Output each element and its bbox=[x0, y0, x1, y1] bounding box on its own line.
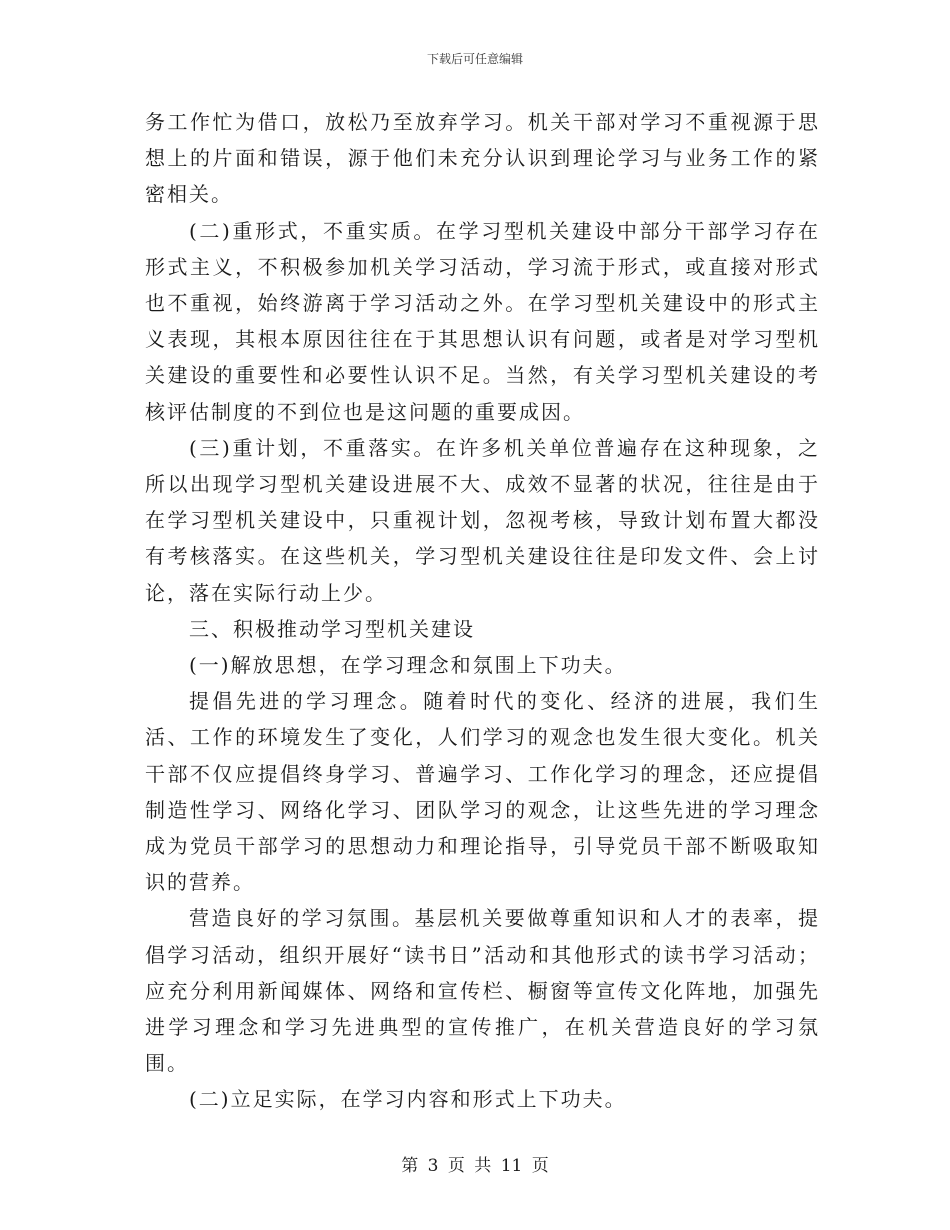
paragraph-4: 提倡先进的学习理念。随着时代的变化、经济的进展，我们生活、工作的环境发生了变化，人们学习的观念也发生很大变化。机关干部不仅应提倡终身学习、普遍学习、工作化学习的理念，还应提倡制造性学习、网络化学习、团队学习的观念，让这些先进的学习理念成为党员干部学习的思想动力和理论指导，引导党员干部不断吸取知识的营养。 bbox=[145, 689, 820, 895]
page-header: 下载后可任意编辑 bbox=[426, 52, 523, 66]
subsection-heading-1: (一)解放思想，在学习理念和氛围上下功夫。 bbox=[189, 653, 627, 678]
document-body bbox=[145, 104, 820, 1118]
paragraph-2: (二)重形式，不重实质。在学习型机关建设中部分干部学习存在形式主义，不积极参加机关学习活动，学习流于形式，或直接对形式也不重视，始终游离于学习活动之外。在学习型机关建设中的形式主义表现，其根本原因往往在于其思想认识有问题，或者是对学习型机关建设的重要性和必要性认识不足。当然，有关学习型机关建设的考核评估制度的不到位也是这问题的重要成因。 bbox=[145, 218, 820, 424]
paragraph-1: 务工作忙为借口，放松乃至放弃学习。机关干部对学习不重视源于思想上的片面和错误，源于他们未充分认识到理论学习与业务工作的紧密相关。 bbox=[145, 110, 820, 207]
section-heading: 三、积极推动学习型机关建设 bbox=[189, 616, 475, 641]
subsection-heading-2: (二)立足实际，在学习内容和形式上下功夫。 bbox=[189, 1087, 627, 1112]
page-number-footer: 第 3 页 共 11 页 bbox=[401, 1156, 549, 1176]
paragraph-3: (三)重计划，不重落实。在许多机关单位普遍存在这种现象，之所以出现学习型机关建设进展不大、成效不显著的状况，往往是由于在学习型机关建设中，只重视计划，忽视考核，导致计划布置大都没有考核落实。在这些机关，学习型机关建设往往是印发文件、会上讨论，落在实际行动上少。 bbox=[145, 435, 820, 605]
paragraph-5: 营造良好的学习氛围。基层机关要做尊重知识和人才的表率，提倡学习活动，组织开展好“读书日”活动和其他形式的读书学习活动；应充分利用新闻媒体、网络和宣传栏、橱窗等宣传文化阵地，加强先进学习理念和学习先进典型的宣传推广，在机关营造良好的学习氛围。 bbox=[145, 906, 820, 1076]
